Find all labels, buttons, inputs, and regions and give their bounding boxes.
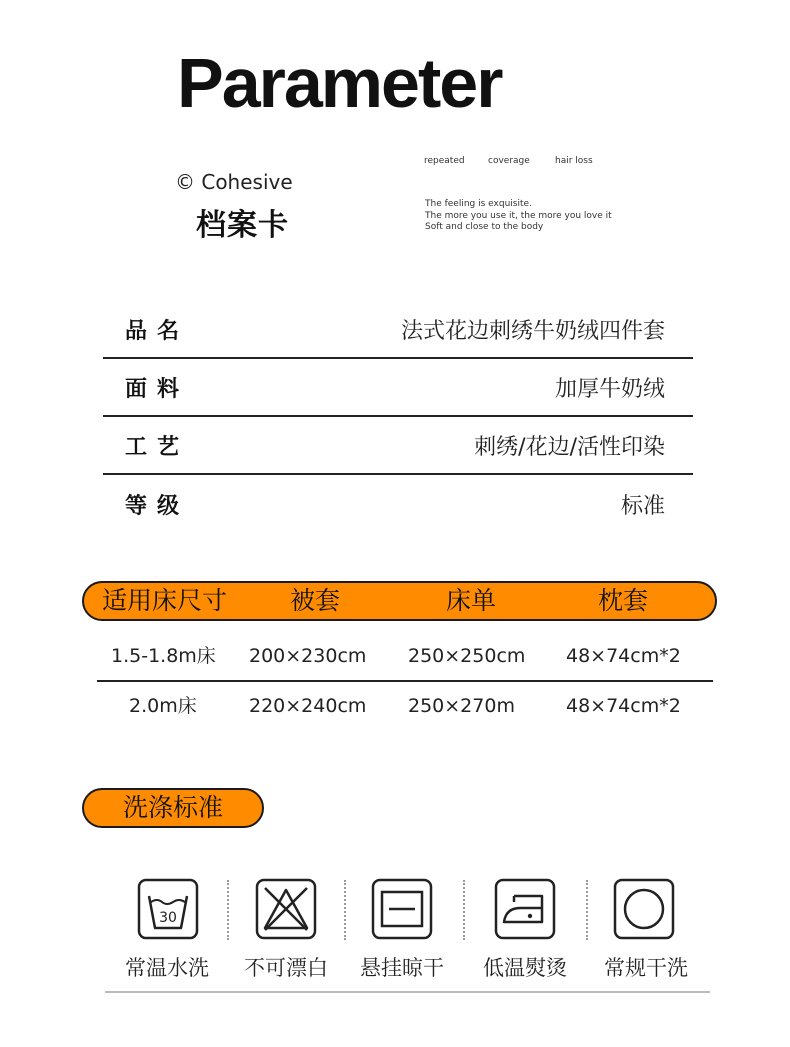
param-key: 品名 xyxy=(125,319,190,344)
param-key: 面料 xyxy=(125,377,190,402)
care-label: 常温水洗 xyxy=(125,956,209,980)
header-bed-sheet: 床单 xyxy=(446,586,497,615)
tagline-line: The more you use it, the more you love it xyxy=(425,210,612,221)
table-cell: 220×240cm xyxy=(249,695,367,717)
tag-item: hair loss xyxy=(555,156,593,166)
wash-section-header xyxy=(82,788,264,828)
line-dry-icon xyxy=(371,878,433,940)
table-row xyxy=(97,682,713,730)
size-table-header xyxy=(82,581,717,621)
param-row-fabric xyxy=(103,360,693,417)
divider xyxy=(586,880,588,940)
wash-temp: 30 xyxy=(159,910,177,926)
param-value: 刺绣/花边/活性印染 xyxy=(474,435,665,460)
divider xyxy=(344,880,346,940)
table-cell: 2.0m床 xyxy=(129,695,197,717)
table-cell: 1.5-1.8m床 xyxy=(111,645,216,667)
care-label: 常规干洗 xyxy=(604,956,688,980)
tag-item: repeated xyxy=(424,156,465,166)
tagline-line: Soft and close to the body xyxy=(425,222,544,232)
tagline-line: The feeling is exquisite. xyxy=(425,199,532,209)
no-bleach-icon xyxy=(255,878,317,940)
page-title: Parameter xyxy=(177,44,502,122)
dry-clean-icon xyxy=(613,878,675,940)
card-label: 档案卡 xyxy=(196,208,289,243)
feature-tags xyxy=(424,156,593,166)
table-cell: 250×270m xyxy=(408,695,515,717)
tag-item: coverage xyxy=(488,156,530,166)
low-iron-icon xyxy=(494,878,556,940)
care-label: 悬挂晾干 xyxy=(360,956,444,980)
param-value: 加厚牛奶绒 xyxy=(554,377,665,402)
header-duvet-cover: 被套 xyxy=(290,586,341,615)
param-row-name xyxy=(103,302,693,359)
table-cell: 48×74cm*2 xyxy=(566,695,681,717)
param-key: 等级 xyxy=(125,494,190,519)
wash-30-icon xyxy=(137,878,199,940)
header-bed-size: 适用床尺寸 xyxy=(102,586,228,615)
table-cell: 200×230cm xyxy=(249,645,367,667)
care-label: 低温熨烫 xyxy=(483,956,567,980)
care-label: 不可漂白 xyxy=(244,956,328,980)
header-pillowcase: 枕套 xyxy=(598,586,649,615)
param-value: 法式花边刺绣牛奶绒四件套 xyxy=(400,319,665,344)
param-row-craft xyxy=(103,418,693,475)
brand-name: © Cohesive xyxy=(175,170,293,194)
divider xyxy=(227,880,229,940)
divider xyxy=(463,880,465,940)
param-value: 标准 xyxy=(620,494,665,519)
table-cell: 250×250cm xyxy=(408,645,526,667)
wash-title: 洗涤标准 xyxy=(122,793,223,822)
table-row xyxy=(97,632,713,682)
bottom-divider xyxy=(105,991,710,993)
param-key: 工艺 xyxy=(125,435,190,460)
table-cell: 48×74cm*2 xyxy=(566,645,681,667)
tagline xyxy=(425,199,612,234)
param-row-grade xyxy=(103,476,693,533)
